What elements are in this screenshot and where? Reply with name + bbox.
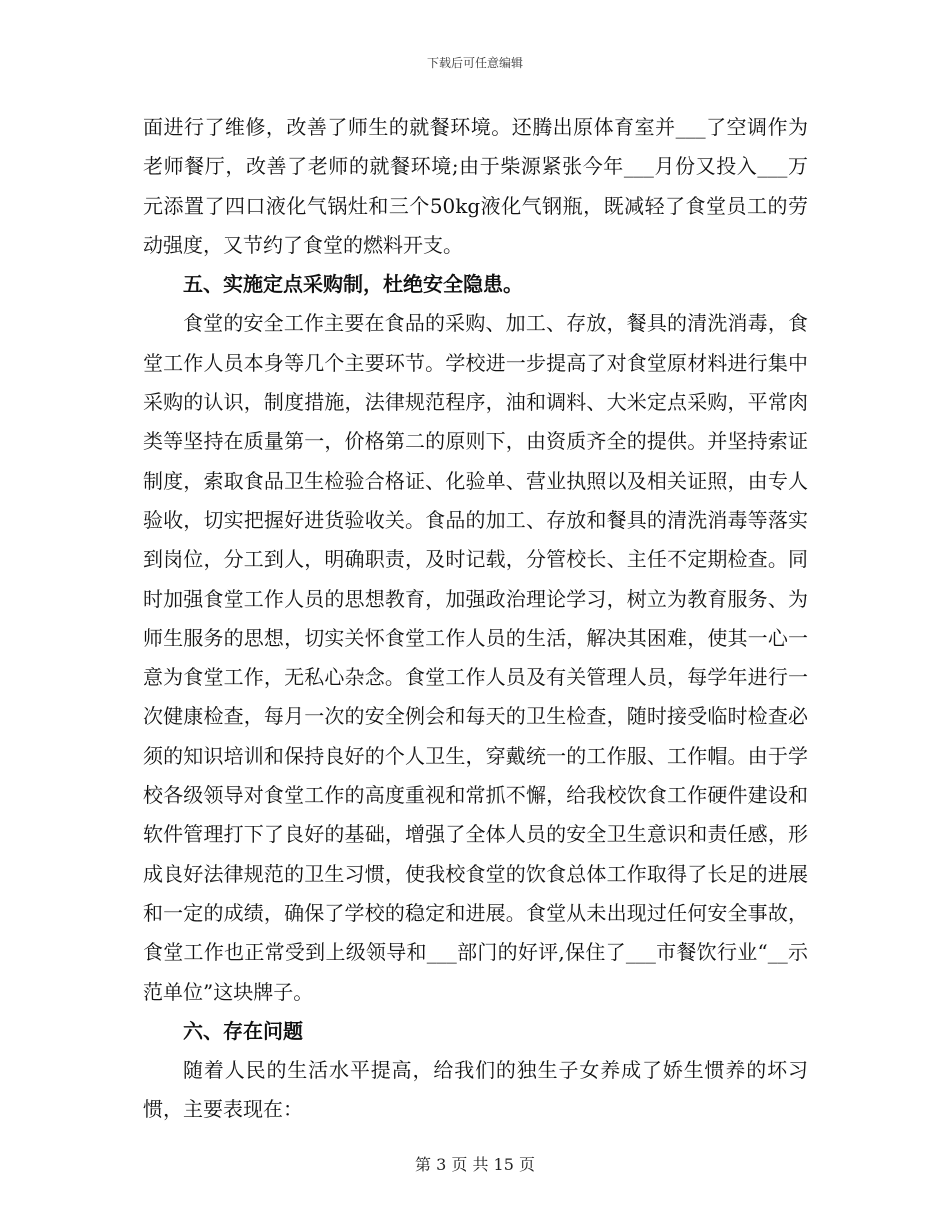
paragraph-renovation: 面进行了维修，改善了师生的就餐环境。还腾出原体育室并___了空调作为老师餐厅，改善了老师的就餐环境;由于柴源紧张今年___月份又投入___万元添置了四口液化气锅灶和三个50kg液化气钢瓶，既减轻了食堂员工的劳动强度，又节约了食堂的燃料开支。 — [143, 115, 808, 257]
paragraph-problems: 随着人民的生活水平提高，给我们的独生子女养成了娇生惯养的坏习惯，主要表现在： — [143, 1058, 808, 1122]
section-heading-6: 六、存在问题 — [183, 1018, 303, 1043]
page-header-note: 下载后可任意编辑 — [426, 56, 523, 70]
paragraph-safety: 食堂的安全工作主要在食品的采购、加工、存放，餐具的清洗消毒，食堂工作人员本身等几个主要环节。学校进一步提高了对食堂原材料进行集中采购的认识，制度措施，法律规范程序，油和调料、大米定点采购，平常肉类等坚持在质量第一，价格第二的原则下，由资质齐全的提供。并坚持索证制度，索取食品卫生检验合格证、化验单、营业执照以及相关证照，由专人验收，切实把握好进货验收关。食品的加工、存放和餐具的清洗消毒等落实到岗位，分工到人，明确职责，及时记载，分管校长、主任不定期检查。同时加强食堂工作人员的思想教育，加强政治理论学习，树立为教育服务、为师生服务的思想，切实关怀食堂工作人员的生活，解决其困难，使其一心一意为食堂工作，无私心杂念。食堂工作人员及有关管理人员，每学年进行一次健康检查，每月一次的安全例会和每天的卫生检查，随时接受临时检查必须的知识培训和保持良好的个人卫生，穿戴统一的工作服、工作帽。由于学校各级领导对食堂工作的高度重视和常抓不懈，给我校饮食工作硬件建设和软件管理打下了良好的基础，增强了全体人员的安全卫生意识和责任感，形成良好法律规范的卫生习惯，使我校食堂的饮食总体工作取得了长足的进展和一定的成绩，确保了学校的稳定和进展。食堂从未出现过任何安全事故，食堂工作也正常受到上级领导和___部门的好评,保住了___市餐饮行业“__示范单位”这块牌子。 — [143, 311, 808, 1004]
document-body — [143, 108, 808, 1130]
section-heading-5: 五、实施定点采购制，杜绝安全隐患。 — [183, 272, 523, 297]
page-number: 第 3 页 共 15 页 — [415, 1155, 535, 1174]
